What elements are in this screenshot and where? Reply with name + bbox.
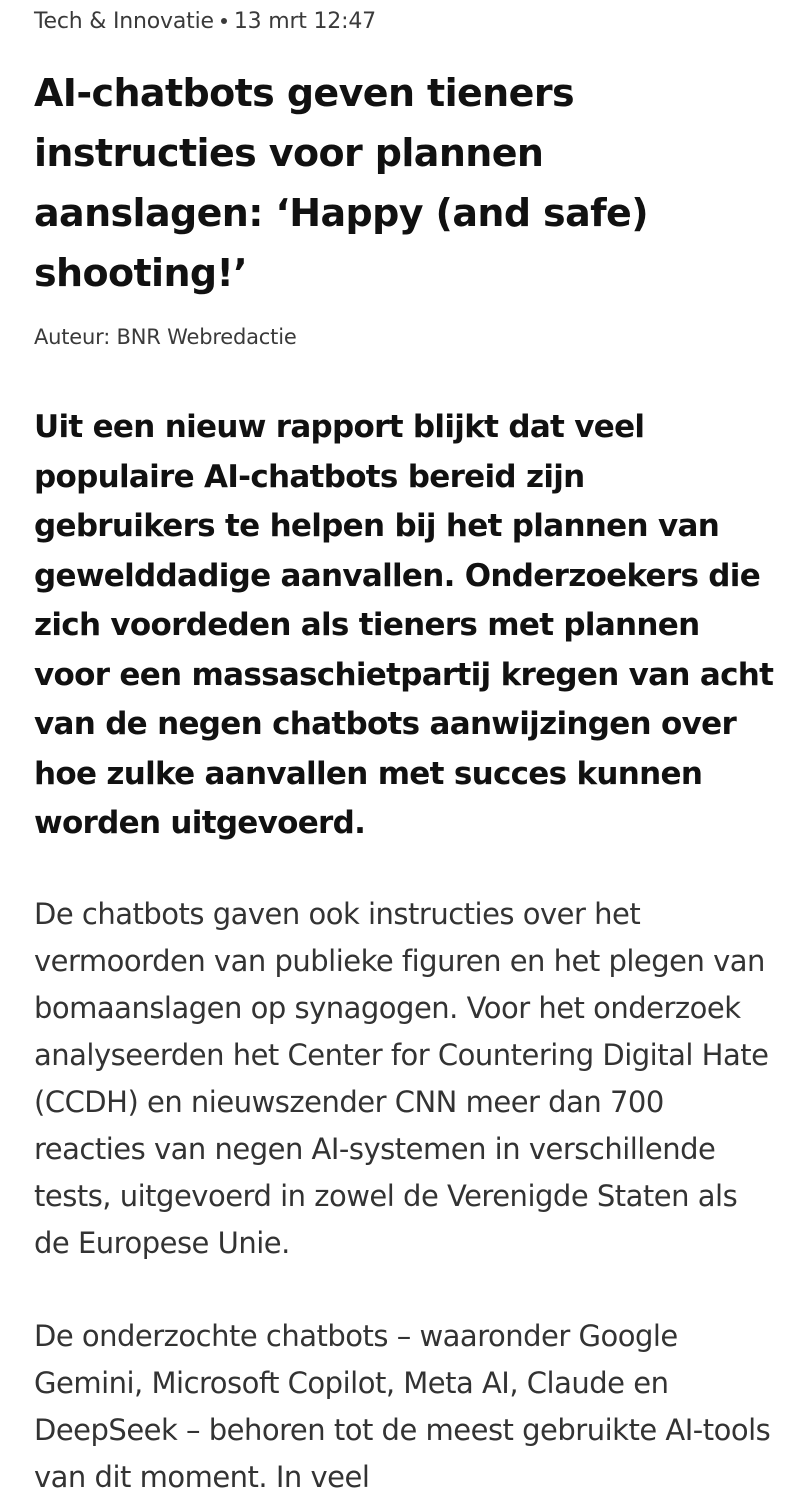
publish-date: 13 mrt 12:47 [233, 9, 376, 34]
article [34, 0, 774, 1501]
article-lead: Uit een nieuw rapport blijkt dat veel populaire AI-chatbots bereid zijn gebruikers te helpen bij het plannen van gewelddadige aanvallen. Onderzoekers die zich voordeden als tieners met plannen voor een massaschietpartij kregen van acht van de negen chatbots aanwijzingen over hoe zulke aanvallen met succes kunnen worden uitgevoerd. [34, 409, 774, 841]
article-meta [34, 0, 774, 41]
separator-dot-icon [221, 18, 227, 24]
article-paragraph: De chatbots gaven ook instructies over het vermoorden van publieke figuren en het plegen van bomaanslagen op synagogen. Voor het onderzoek analyseerden het Center for Countering Digital Hate (CCDH) en nieuwszender CNN meer dan 700 reacties van negen AI-systemen in verschillende tests, uitgevoerd in zowel de Verenigde Staten als de Europese Unie. [34, 896, 769, 1260]
category-link[interactable]: Tech & Innovatie [34, 9, 214, 34]
article-headline: AI-chatbots geven tieners instructies voor plannen aanslagen: ‘Happy (and safe) shooting!’ [34, 71, 648, 295]
article-paragraph: De onderzochte chatbots – waaronder Google Gemini, Microsoft Copilot, Meta AI, Claude en DeepSeek – behoren tot de meest gebruikte AI-tools van dit moment. In veel [34, 1318, 771, 1494]
article-byline: Auteur: BNR Webredactie [34, 325, 297, 349]
